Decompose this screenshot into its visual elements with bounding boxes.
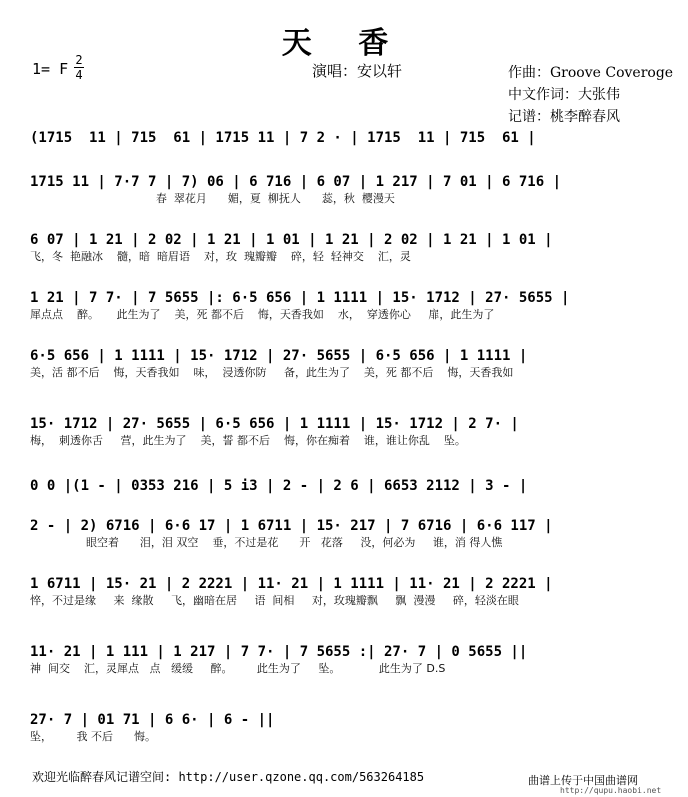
notation-line: 0 0 |(1 - | 0353 216 | 5 i3 | 2 - | 2 6 | 6653 2112 | 3 - | xyxy=(30,478,528,494)
score-system-9 xyxy=(30,574,660,608)
notation-line: 1 21 | 7 7· | 7 5655 |: 6·5 656 | 1 1111 | 15· 1712 | 27· 5655 | xyxy=(30,290,570,306)
notation-line: (1715 11 | 715 61 | 1715 11 | 7 2 · | 1715 11 | 715 61 | xyxy=(30,130,536,146)
time-signature xyxy=(74,54,84,81)
lyricist-credit: 中文作词：大张伟 xyxy=(508,87,620,103)
song-title: 天 香 xyxy=(281,26,407,61)
score-system-5 xyxy=(30,346,660,380)
score-system-6 xyxy=(30,414,660,448)
score-system-8 xyxy=(30,516,660,550)
key-signature: 1= F xyxy=(32,60,69,78)
lyric-line: 眼空着 泪，泪 双空 垂，不过是花 开 花落 没，何必为 谁，消 得人憔 xyxy=(30,536,503,549)
lyric-line: 春 翠花月 媚，夏 柳抚人 蕊，秋 樱漫天 xyxy=(30,192,395,205)
notation-line: 11· 21 | 1 111 | 1 217 | 7 7· | 7 5655 :| 27· 7 | 0 5655 || xyxy=(30,644,528,660)
lyric-line: 飞，冬 艳融冰 髓，暗 暗眉语 对，玫 瑰瓣瓣 碎，轻 轻神交 汇，灵 xyxy=(30,250,411,263)
lyric-line: 犀点点 醉。 此生为了 美，死 都不后 悔，天香我如 水， 穿透你心 扉，此生为了 xyxy=(30,308,495,321)
score-system-2 xyxy=(30,172,660,206)
score-system-10 xyxy=(30,642,660,676)
score-system-1 xyxy=(30,128,660,162)
lyric-line xyxy=(30,496,660,510)
lyric-line: 神 间交 汇，灵犀点 点 缓缓 醉。 此生为了 坠。 此生为了 D.S xyxy=(30,662,446,675)
score-system-7 xyxy=(30,476,660,510)
notation-line: 1 6711 | 15· 21 | 2 2221 | 11· 21 | 1 1111 | 11· 21 | 2 2221 | xyxy=(30,576,553,592)
lyric-line xyxy=(30,148,660,162)
notation-line: 1715 11 | 7·7 7 | 7) 06 | 6 716 | 6 07 | 1 217 | 7 01 | 6 716 | xyxy=(30,174,562,190)
composer-credit: 作曲：Groove Coveroge xyxy=(508,65,674,81)
lyric-line: 悴，不过是缘 来 缘散 飞，幽暗在居 语 间相 对，玫瑰瓣飘 飘 漫漫 碎，轻淡在眼 xyxy=(30,594,519,607)
footer-link-text: 欢迎光临醉春风记谱空间: http://user.qzone.qq.com/563264185 xyxy=(32,770,425,784)
notation-line: 2 - | 2) 6716 | 6·6 17 | 1 6711 | 15· 217 | 7 6716 | 6·6 117 | xyxy=(30,518,553,534)
notation-line: 15· 1712 | 27· 5655 | 6·5 656 | 1 1111 | 15· 1712 | 2 7· | xyxy=(30,416,519,432)
notation-line: 6 07 | 1 21 | 2 02 | 1 21 | 1 01 | 1 21 | 2 02 | 1 21 | 1 01 | xyxy=(30,232,553,248)
lyric-line: 美，活 都不后 悔，天香我如 味， 浸透你防 备，此生为了 美，死 都不后 悔，天香我如 xyxy=(30,366,514,379)
upload-credit: 曲谱上传于中国曲谱网 xyxy=(528,774,638,787)
lyric-line: 坠， 我 不后 悔。 xyxy=(30,730,156,743)
lyric-line: 梅， 刺透你舌 营，此生为了 美，誓 都不后 悔，你在痴着 谁，谁让你乱 坠。 xyxy=(30,434,466,447)
score-system-3 xyxy=(30,230,660,264)
upload-url: http://qupu.haobi.net xyxy=(560,786,662,795)
notation-line: 6·5 656 | 1 1111 | 15· 1712 | 27· 5655 | 6·5 656 | 1 1111 | xyxy=(30,348,528,364)
notation-line: 27· 7 | 01 71 | 6 6· | 6 - || xyxy=(30,712,275,728)
score-system-4 xyxy=(30,288,660,322)
time-signature-bottom: 4 xyxy=(75,68,83,82)
score-system-11 xyxy=(30,710,660,744)
singer: 演唱：安以轩 xyxy=(312,62,403,80)
transcriber-credit: 记谱：桃李醉春风 xyxy=(508,109,620,125)
time-signature-top: 2 xyxy=(75,53,83,67)
